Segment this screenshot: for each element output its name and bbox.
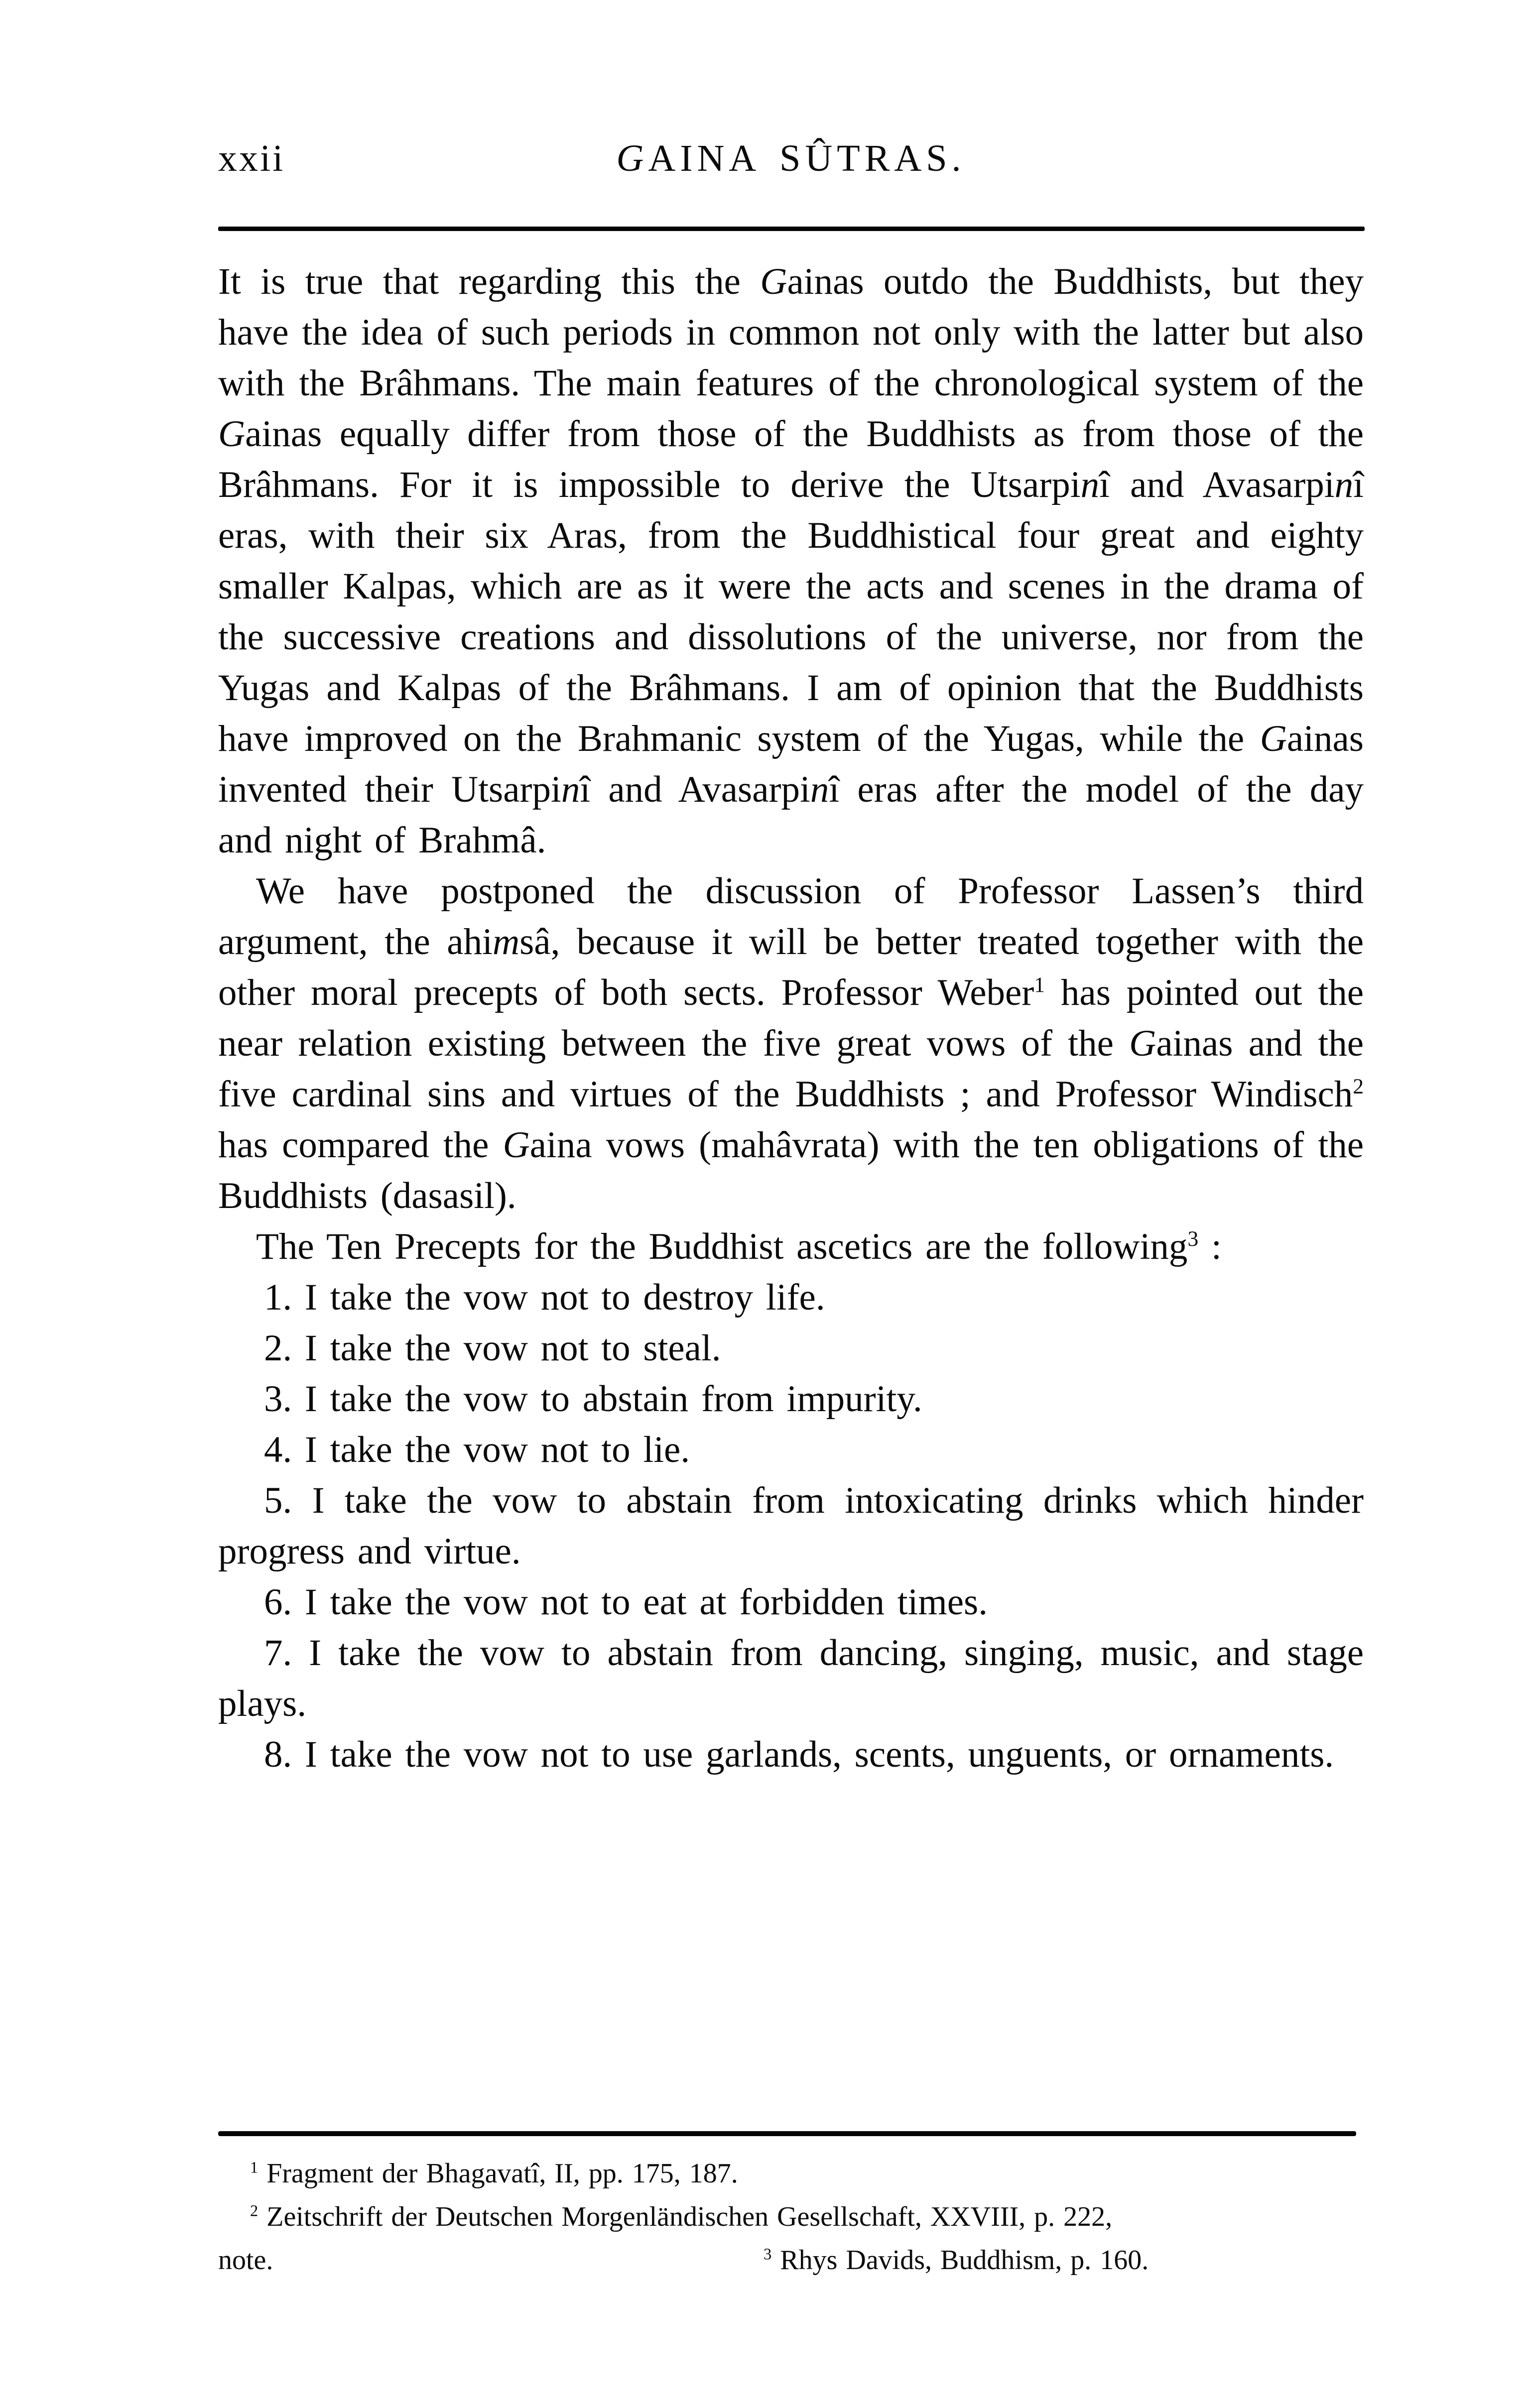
precept-item: 1. I take the vow not to destroy life. <box>264 1277 825 1318</box>
footnote-2: $^2$ Zeitschrift der Deutschen Morgenländischen Gesellschaft, XXVIII, p. 222, <box>250 2201 1113 2232</box>
text-column <box>218 0 1364 2408</box>
paragraph-1: It is true that regarding this the Gainas outdo the Buddhists, but they have the idea of such periods in common not only with the latter but also with the Brâhmans. The main features of the chronological system of the Gainas equally differ from those of the Buddhists as from those of the Brâhmans. For it is impossible to derive the Utsarpinî and Avasarpinî eras, with their six Aras, from the Buddhistical four great and eighty smaller Kalpas, which are as it were the acts and scenes in the drama of the successive creations and dissolutions of the universe, nor from the Yugas and Kalpas of the Brâhmans. I am of opinion that the Buddhists have improved on the Brahmanic system of the Yugas, while the Gainas invented their Utsarpinî and Avasarpinî eras after the model of the day and night of Brahmâ. <box>218 261 1364 861</box>
precept-item: 7. I take the vow to abstain from dancing, singing, music, and stage plays. <box>218 1632 1364 1724</box>
footnote-rule <box>218 2131 1356 2136</box>
footnote-3: $^3$ Rhys Davids, Buddhism, p. 160. <box>764 2245 1149 2276</box>
precepts-list <box>218 1272 1364 1780</box>
paragraph-3-precepts-intro: The Ten Precepts for the Buddhist ascetics are the following$^3$ : <box>256 1226 1222 1267</box>
footnote-2-continuation: note. <box>218 2245 273 2276</box>
running-head <box>218 133 1364 183</box>
page-number: xxii <box>218 137 285 179</box>
precept-item: 8. I take the vow not to use garlands, scents, unguents, or ornaments. <box>264 1734 1334 1775</box>
paragraph-2: We have postponed the discussion of Professor Lassen’s third argument, the ahimsâ, because it will be better treated together with the other moral precepts of both sects. Professor Weber$^1$ has pointed out the near relation existing between the five great vows of the Gainas and the five cardinal sins and virtues of the Buddhists ; and Professor Windisch$^2$ has compared the Gaina vows (mahâvrata) with the ten obligations of the Buddhists (dasasil). <box>218 870 1364 1216</box>
footnote-line-3 <box>218 2239 1364 2282</box>
running-title: GAINA SÛTRAS. <box>616 137 966 179</box>
precept-item: 4. I take the vow not to lie. <box>264 1429 690 1470</box>
precept-item: 2. I take the vow not to steal. <box>264 1327 721 1369</box>
body-text <box>218 230 1364 1780</box>
footnote-text <box>218 2152 1364 2282</box>
footnote-1: $^1$ Fragment der Bhagavatî, II, pp. 175, 187. <box>250 2158 738 2189</box>
precept-item: 5. I take the vow to abstain from intoxicating drinks which hinder progress and virtue. <box>218 1480 1364 1572</box>
precept-item: 6. I take the vow not to eat at forbidden times. <box>264 1581 988 1623</box>
footnotes-section <box>218 2131 1364 2282</box>
precept-item: 3. I take the vow to abstain from impurity. <box>264 1378 922 1420</box>
